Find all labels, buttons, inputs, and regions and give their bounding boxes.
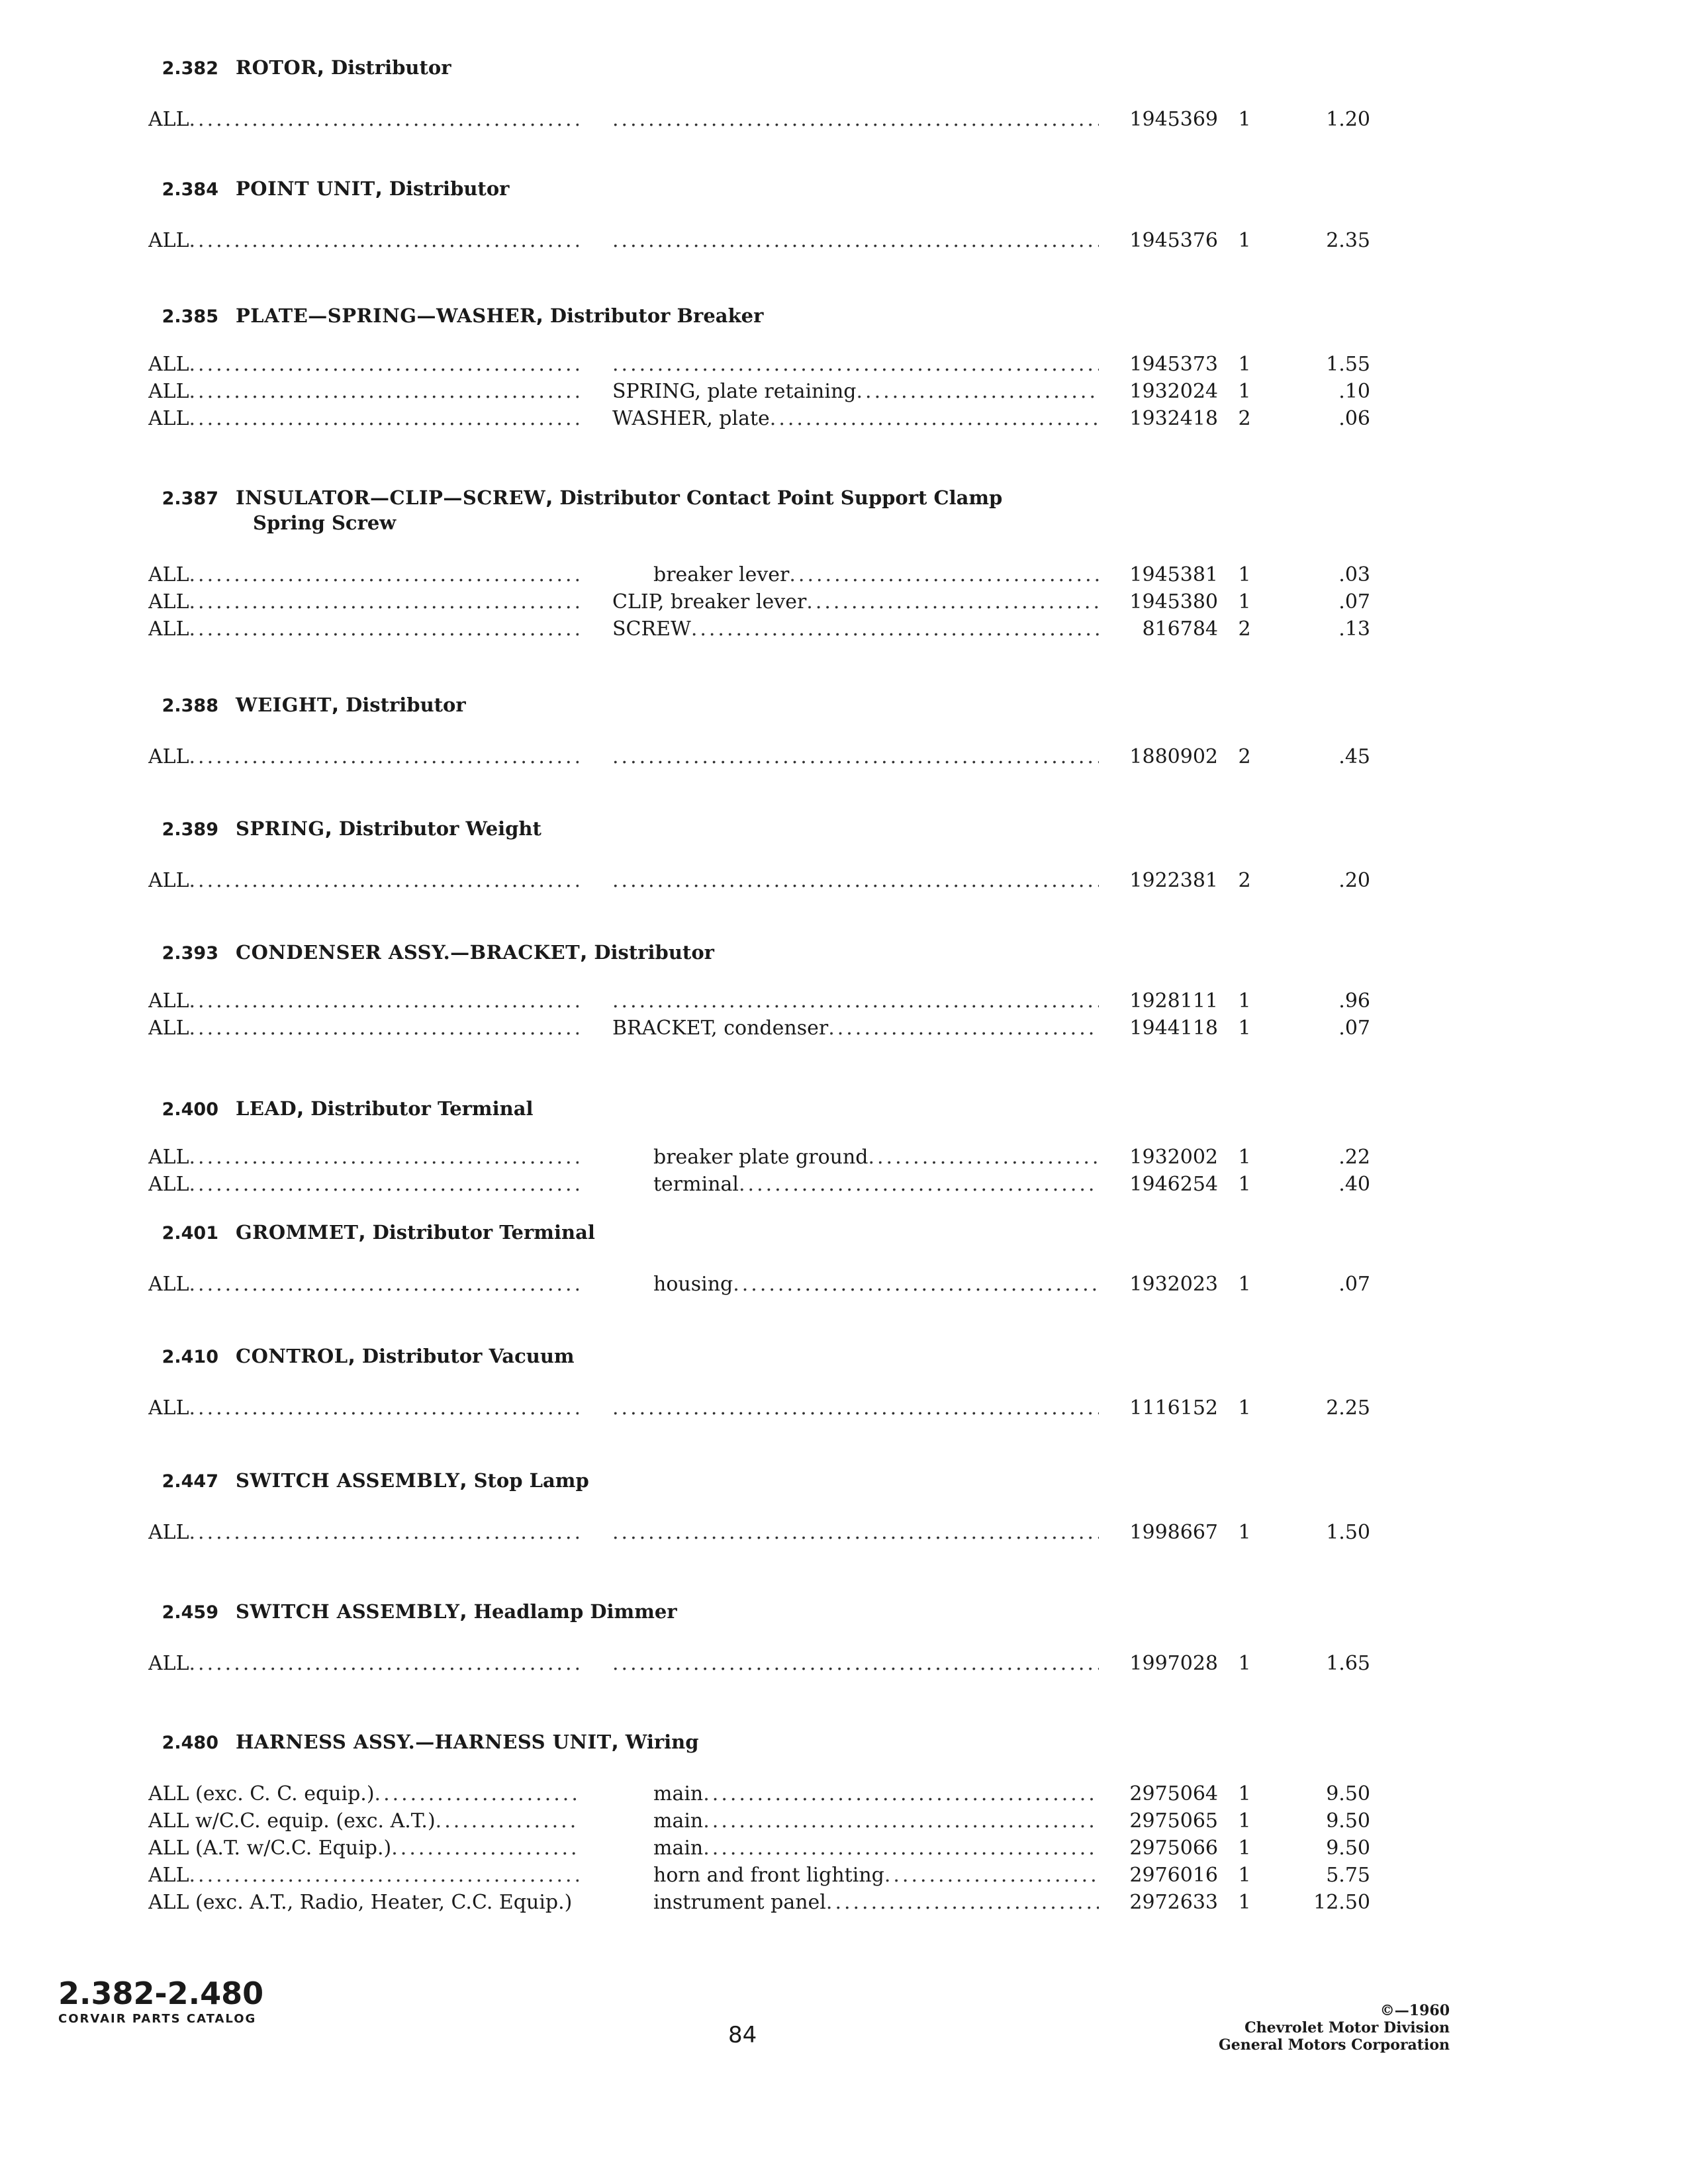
application-text: ALL [148, 1652, 189, 1675]
price: 1.20 [1326, 108, 1370, 131]
section-heading: 2.387 INSULATOR—CLIP—SCREW, Distributor Contact Point Support Clamp Spring Screw [146, 486, 1002, 509]
part-number: 816784 [1142, 617, 1218, 641]
dot-leader [189, 227, 579, 255]
part-row [0, 351, 1688, 379]
price: .13 [1338, 617, 1370, 641]
part-name-cell [612, 405, 1099, 433]
price: .20 [1338, 869, 1370, 892]
price: .40 [1338, 1173, 1370, 1196]
part-row [0, 867, 1688, 895]
part-row [0, 1889, 1688, 1917]
quantity: 2 [1238, 869, 1251, 892]
dot-leader [189, 987, 579, 1015]
price: 1.65 [1326, 1652, 1370, 1675]
application-text: ALL [148, 380, 189, 403]
group-number: 2.480 [162, 1733, 218, 1753]
dot-leader [612, 987, 1099, 1015]
application-cell [148, 351, 579, 379]
quantity: 1 [1238, 1273, 1251, 1296]
part-row [0, 1015, 1688, 1042]
application-cell [148, 1650, 579, 1678]
item-title: HARNESS ASSY.—HARNESS UNIT [236, 1731, 612, 1753]
part-name-cell [612, 1650, 1099, 1678]
application-cell [148, 405, 579, 433]
part-name-cell [612, 378, 1099, 406]
item-description: Distributor Contact Point Support Clamp [559, 486, 1003, 509]
part-name-cell [612, 1171, 1099, 1199]
item-description: Stop Lamp [473, 1469, 589, 1492]
part-name-text: SCREW [612, 617, 691, 641]
dot-leader [826, 1889, 1099, 1917]
quantity: 1 [1238, 1396, 1251, 1420]
dot-leader [884, 1862, 1099, 1889]
price: .03 [1338, 563, 1370, 586]
section-heading: 2.385 PLATE—SPRING—WASHER, Distributor Breaker [146, 304, 763, 327]
part-row [0, 1144, 1688, 1171]
part-name-cell [612, 615, 1099, 643]
price: 2.25 [1326, 1396, 1370, 1420]
part-name-text: CLIP, breaker lever [612, 590, 807, 614]
part-name-cell [612, 743, 1099, 771]
quantity: 2 [1238, 745, 1251, 768]
dot-leader [189, 1271, 579, 1298]
application-cell [148, 1835, 579, 1862]
dot-leader [391, 1835, 579, 1862]
section-range: 2.382-2.480 [58, 1976, 264, 2011]
quantity: 1 [1238, 1173, 1251, 1196]
item-title: SWITCH ASSEMBLY [236, 1469, 460, 1492]
part-number: 1116152 [1129, 1396, 1218, 1420]
item-title: WEIGHT [236, 694, 332, 716]
item-description: Distributor Weight [338, 817, 541, 840]
part-row [0, 1862, 1688, 1889]
application-text: ALL [148, 617, 189, 641]
application-text: ALL [148, 989, 189, 1013]
part-name-cell [612, 1394, 1099, 1422]
item-description: Headlamp Dimmer [473, 1600, 677, 1623]
item-description: Distributor Vacuum [361, 1345, 575, 1367]
part-name-text: housing [653, 1273, 733, 1296]
dot-leader [189, 743, 579, 771]
part-number: 1997028 [1129, 1652, 1218, 1675]
part-name-cell [612, 1862, 1099, 1889]
dot-leader [733, 1271, 1099, 1298]
application-cell [148, 987, 579, 1015]
application-text: ALL [148, 1173, 189, 1196]
group-number: 2.382 [162, 58, 218, 79]
corporation-line: General Motors Corporation [1218, 2036, 1450, 2054]
application-cell [148, 867, 579, 895]
copyright-line: ©—1960 [1380, 2002, 1450, 2019]
application-cell [148, 1862, 579, 1889]
part-name-text: instrument panel [653, 1891, 826, 1914]
item-title: POINT UNIT [236, 177, 375, 200]
group-number: 2.410 [162, 1347, 218, 1367]
application-cell [148, 1889, 579, 1917]
dot-leader [189, 615, 579, 643]
item-title: SPRING [236, 817, 325, 840]
part-name-text: terminal [653, 1173, 739, 1196]
application-text: ALL [148, 1273, 189, 1296]
item-title: ROTOR [236, 56, 317, 79]
part-number: 2975066 [1129, 1837, 1218, 1860]
application-cell [148, 1807, 579, 1835]
part-name-cell [612, 106, 1099, 134]
group-number: 2.400 [162, 1099, 218, 1120]
dot-leader [189, 1519, 579, 1547]
price: 9.50 [1326, 1809, 1370, 1833]
dot-leader [703, 1835, 1099, 1862]
part-number: 2975065 [1129, 1809, 1218, 1833]
part-row [0, 1519, 1688, 1547]
part-row [0, 405, 1688, 433]
application-text: ALL w/C.C. equip. (exc. A.T.) [148, 1809, 436, 1833]
group-number: 2.401 [162, 1223, 218, 1244]
part-row [0, 227, 1688, 255]
application-text: ALL [148, 108, 189, 131]
dot-leader [436, 1807, 579, 1835]
price: .96 [1338, 989, 1370, 1013]
item-description: Distributor [330, 56, 451, 79]
price: .10 [1338, 380, 1370, 403]
part-row [0, 1271, 1688, 1298]
dot-leader [189, 1144, 579, 1171]
part-name-text: horn and front lighting [653, 1864, 884, 1887]
dot-leader [375, 1780, 579, 1808]
part-name-cell [612, 1780, 1099, 1808]
section-heading: 2.389 SPRING, Distributor Weight [146, 817, 541, 840]
application-text: ALL [148, 590, 189, 614]
item-title: INSULATOR—CLIP—SCREW [236, 486, 546, 509]
part-row [0, 378, 1688, 406]
application-text: ALL [148, 1864, 189, 1887]
application-text: ALL [148, 1396, 189, 1420]
section-heading: 2.388 WEIGHT, Distributor [146, 694, 466, 716]
price: 9.50 [1326, 1782, 1370, 1805]
dot-leader [612, 351, 1099, 379]
quantity: 1 [1238, 1652, 1251, 1675]
application-cell [148, 561, 579, 589]
section-heading: 2.393 CONDENSER ASSY.—BRACKET, Distributor [146, 941, 714, 964]
item-title: CONDENSER ASSY.—BRACKET [236, 941, 581, 964]
part-name-cell [612, 987, 1099, 1015]
quantity: 1 [1238, 353, 1251, 376]
dot-leader [612, 1650, 1099, 1678]
item-description: Distributor [346, 694, 466, 716]
item-description: Distributor [389, 177, 510, 200]
group-number: 2.385 [162, 306, 218, 327]
dot-leader [189, 1862, 579, 1889]
part-name-cell [612, 1889, 1099, 1917]
part-row [0, 1171, 1688, 1199]
part-number: 1945376 [1129, 229, 1218, 252]
part-row [0, 743, 1688, 771]
dot-leader [612, 867, 1099, 895]
dot-leader [189, 867, 579, 895]
application-cell [148, 1015, 579, 1042]
quantity: 1 [1238, 563, 1251, 586]
application-cell [148, 1171, 579, 1199]
part-row [0, 1650, 1688, 1678]
part-row [0, 1835, 1688, 1862]
part-name-cell [612, 867, 1099, 895]
dot-leader [189, 378, 579, 406]
dot-leader [691, 615, 1099, 643]
price: 2.35 [1326, 229, 1370, 252]
dot-leader [703, 1780, 1099, 1808]
price: .22 [1338, 1146, 1370, 1169]
section-heading: 2.400 LEAD, Distributor Terminal [146, 1097, 534, 1120]
quantity: 1 [1238, 229, 1251, 252]
part-number: 2976016 [1129, 1864, 1218, 1887]
dot-leader [189, 405, 579, 433]
part-row [0, 1394, 1688, 1422]
application-text: ALL [148, 745, 189, 768]
item-title: SWITCH ASSEMBLY [236, 1600, 460, 1623]
quantity: 1 [1238, 1017, 1251, 1040]
application-text: ALL [148, 353, 189, 376]
dot-leader [189, 106, 579, 134]
price: 1.55 [1326, 353, 1370, 376]
group-number: 2.388 [162, 696, 218, 716]
part-name-cell [612, 1015, 1099, 1042]
application-cell [148, 1519, 579, 1547]
part-name-cell [612, 1144, 1099, 1171]
page-number: 84 [728, 2022, 757, 2048]
quantity: 1 [1238, 108, 1251, 131]
part-number: 1944118 [1129, 1017, 1218, 1040]
division-line: Chevrolet Motor Division [1244, 2019, 1450, 2036]
application-text: ALL [148, 1521, 189, 1544]
part-name-text: breaker lever [653, 563, 790, 586]
quantity: 2 [1238, 617, 1251, 641]
price: .06 [1338, 407, 1370, 430]
part-row [0, 987, 1688, 1015]
item-description-continued: Spring Screw [253, 512, 397, 534]
quantity: 1 [1238, 1521, 1251, 1544]
item-description: Distributor Breaker [549, 304, 764, 327]
item-title: PLATE—SPRING—WASHER [236, 304, 536, 327]
part-row [0, 615, 1688, 643]
dot-leader [189, 1171, 579, 1199]
part-number: 1928111 [1129, 989, 1218, 1013]
dot-leader [189, 1015, 579, 1042]
item-description: Distributor Terminal [372, 1221, 595, 1244]
part-row [0, 588, 1688, 616]
item-description: Distributor Terminal [310, 1097, 534, 1120]
group-number: 2.393 [162, 943, 218, 964]
price: 5.75 [1326, 1864, 1370, 1887]
part-number: 2972633 [1129, 1891, 1218, 1914]
application-cell [148, 743, 579, 771]
part-number: 1945381 [1129, 563, 1218, 586]
part-name-cell [612, 1271, 1099, 1298]
quantity: 1 [1238, 380, 1251, 403]
part-row [0, 1807, 1688, 1835]
dot-leader [189, 561, 579, 589]
application-cell [148, 588, 579, 616]
dot-leader [739, 1171, 1099, 1199]
section-heading: 2.384 POINT UNIT, Distributor [146, 177, 509, 200]
application-cell [148, 106, 579, 134]
item-title: CONTROL [236, 1345, 348, 1367]
part-name-text: main [653, 1837, 704, 1860]
item-description: Distributor [594, 941, 714, 964]
dot-leader [612, 1519, 1099, 1547]
part-name-cell [612, 1835, 1099, 1862]
application-cell [148, 615, 579, 643]
item-description: Wiring [625, 1731, 699, 1753]
dot-leader [770, 405, 1099, 433]
part-name-text: BRACKET, condenser [612, 1017, 829, 1040]
section-heading: 2.410 CONTROL, Distributor Vacuum [146, 1345, 575, 1367]
dot-leader [189, 351, 579, 379]
application-cell [148, 1144, 579, 1171]
part-number: 1932023 [1129, 1273, 1218, 1296]
section-heading: 2.382 ROTOR, Distributor [146, 56, 451, 79]
part-row [0, 561, 1688, 589]
quantity: 1 [1238, 1146, 1251, 1169]
dot-leader [189, 1650, 579, 1678]
part-number: 1945369 [1129, 108, 1218, 131]
catalog-title: CORVAIR PARTS CATALOG [58, 2012, 257, 2026]
quantity: 1 [1238, 1837, 1251, 1860]
application-text: ALL (A.T. w/C.C. Equip.) [148, 1837, 392, 1860]
quantity: 2 [1238, 407, 1251, 430]
part-name-cell [612, 588, 1099, 616]
part-name-text: SPRING, plate retaining [612, 380, 857, 403]
part-number: 1998667 [1129, 1521, 1218, 1544]
quantity: 1 [1238, 590, 1251, 614]
application-cell [148, 1394, 579, 1422]
quantity: 1 [1238, 1864, 1251, 1887]
dot-leader [868, 1144, 1099, 1171]
application-text: ALL [148, 407, 189, 430]
price: 12.50 [1313, 1891, 1370, 1914]
dot-leader [612, 227, 1099, 255]
application-cell [148, 1780, 579, 1808]
group-number: 2.384 [162, 179, 218, 200]
dot-leader [806, 588, 1099, 616]
part-name-text: main [653, 1782, 704, 1805]
dot-leader [703, 1807, 1099, 1835]
price: .45 [1338, 745, 1370, 768]
dot-leader [789, 561, 1099, 589]
quantity: 1 [1238, 1809, 1251, 1833]
part-name-cell [612, 561, 1099, 589]
application-text: ALL [148, 229, 189, 252]
part-number: 1880902 [1129, 745, 1218, 768]
item-title: GROMMET [236, 1221, 359, 1244]
quantity: 1 [1238, 1891, 1251, 1914]
price: .07 [1338, 1017, 1370, 1040]
part-name-text: WASHER, plate [612, 407, 770, 430]
quantity: 1 [1238, 1782, 1251, 1805]
part-name-cell [612, 351, 1099, 379]
quantity: 1 [1238, 989, 1251, 1013]
section-heading: 2.459 SWITCH ASSEMBLY, Headlamp Dimmer [146, 1600, 677, 1623]
item-title: LEAD [236, 1097, 297, 1120]
part-name-cell [612, 1519, 1099, 1547]
part-name-text: main [653, 1809, 704, 1833]
part-number: 1946254 [1129, 1173, 1218, 1196]
application-text: ALL (exc. C. C. equip.) [148, 1782, 375, 1805]
group-number: 2.459 [162, 1602, 218, 1623]
price: 9.50 [1326, 1837, 1370, 1860]
part-number: 1932024 [1129, 380, 1218, 403]
part-number: 1945373 [1129, 353, 1218, 376]
part-number: 1932002 [1129, 1146, 1218, 1169]
part-number: 1945380 [1129, 590, 1218, 614]
section-heading: 2.447 SWITCH ASSEMBLY, Stop Lamp [146, 1469, 589, 1492]
publisher-block [1219, 2002, 1450, 2054]
application-text: ALL (exc. A.T., Radio, Heater, C.C. Equip.) [148, 1891, 573, 1914]
dot-leader [612, 106, 1099, 134]
dot-leader [612, 1394, 1099, 1422]
group-number: 2.447 [162, 1471, 218, 1492]
part-number: 2975064 [1129, 1782, 1218, 1805]
group-number: 2.389 [162, 819, 218, 840]
application-cell [148, 227, 579, 255]
application-text: ALL [148, 1017, 189, 1040]
application-text: ALL [148, 1146, 189, 1169]
application-cell [148, 378, 579, 406]
part-name-cell [612, 1807, 1099, 1835]
price: 1.50 [1326, 1521, 1370, 1544]
part-number: 1932418 [1129, 407, 1218, 430]
application-text: ALL [148, 563, 189, 586]
part-name-text: breaker plate ground [653, 1146, 868, 1169]
price: .07 [1338, 1273, 1370, 1296]
dot-leader [857, 378, 1100, 406]
application-cell [148, 1271, 579, 1298]
part-number: 1922381 [1129, 869, 1218, 892]
section-heading: 2.401 GROMMET, Distributor Terminal [146, 1221, 595, 1244]
part-row [0, 106, 1688, 134]
dot-leader [189, 588, 579, 616]
dot-leader [189, 1394, 579, 1422]
application-text: ALL [148, 869, 189, 892]
price: .07 [1338, 590, 1370, 614]
dot-leader [612, 743, 1099, 771]
part-row [0, 1780, 1688, 1808]
part-name-cell [612, 227, 1099, 255]
dot-leader [828, 1015, 1099, 1042]
group-number: 2.387 [162, 488, 218, 509]
section-heading: 2.480 HARNESS ASSY.—HARNESS UNIT, Wiring [146, 1731, 699, 1753]
